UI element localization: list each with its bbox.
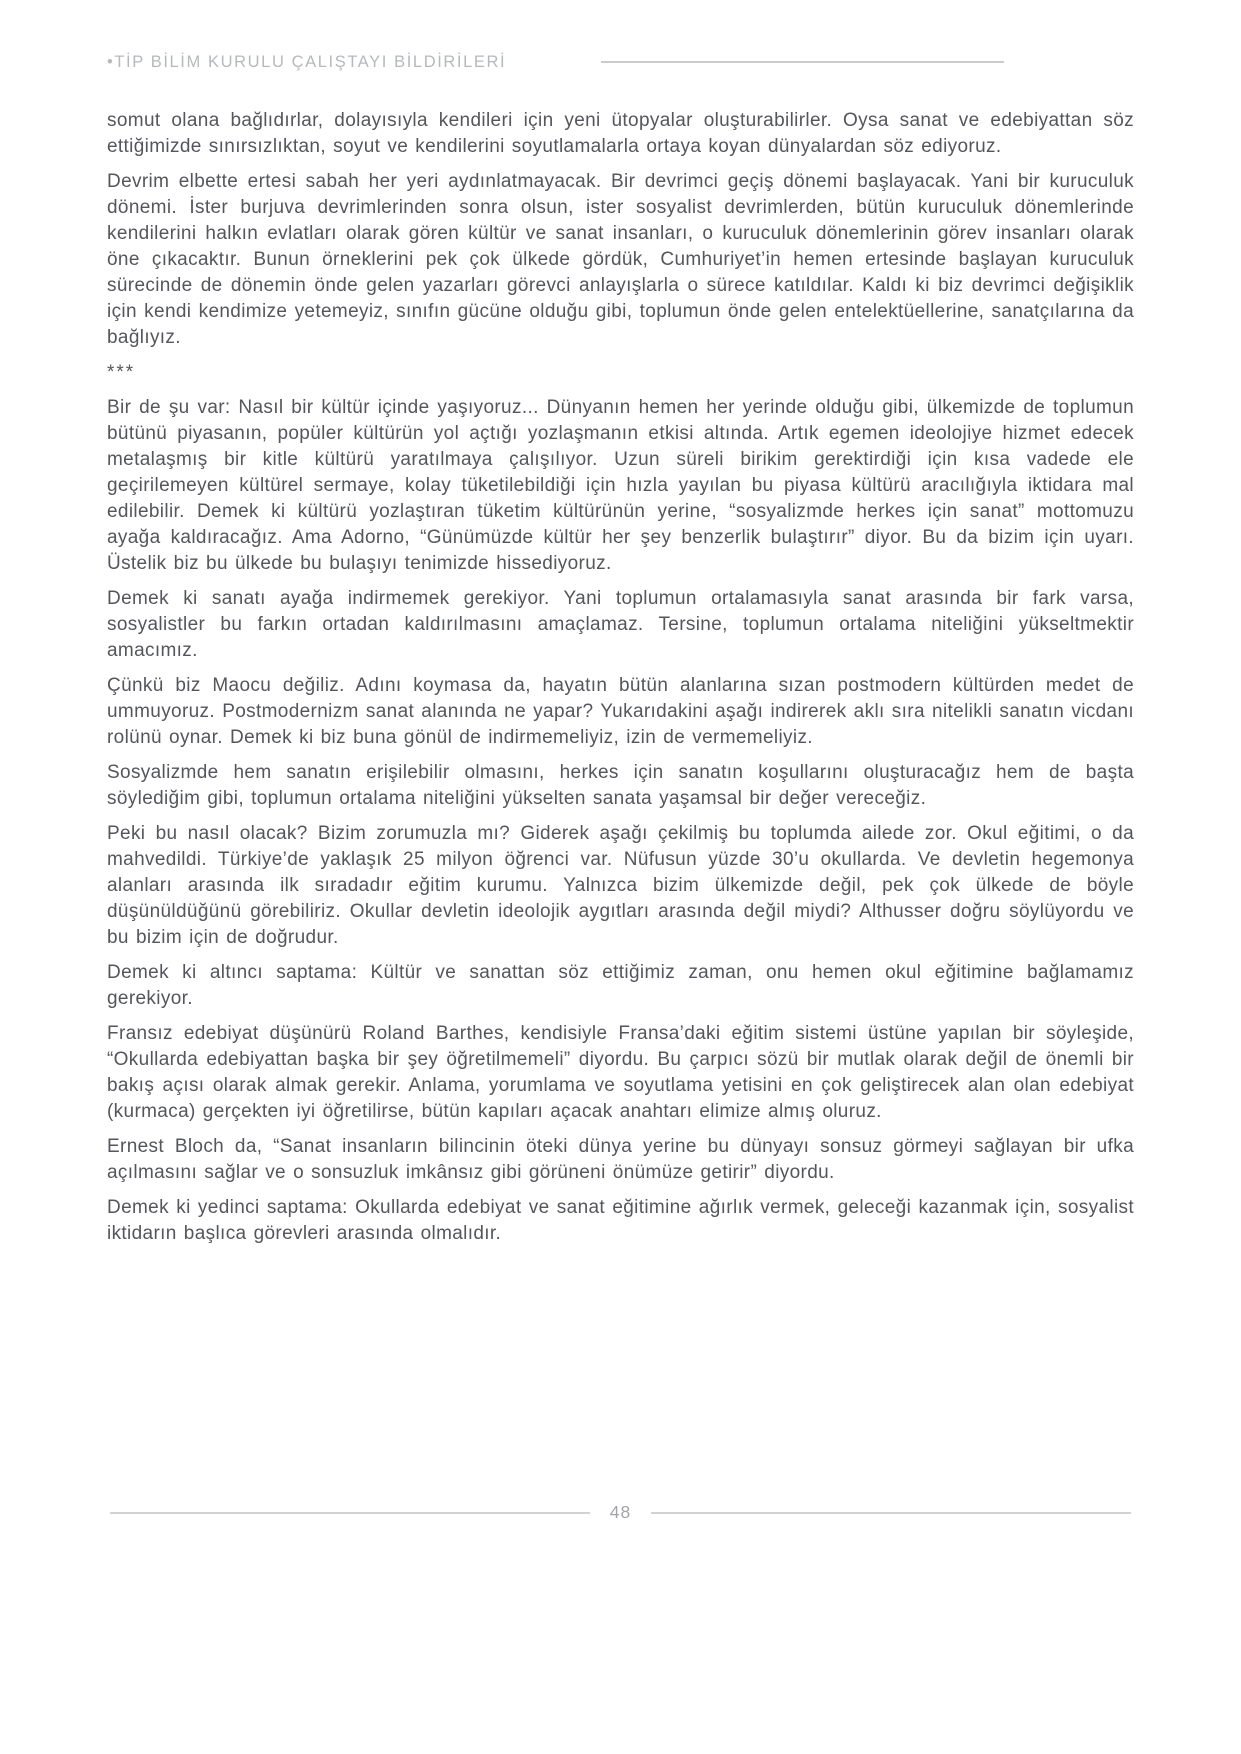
footer-rule-left	[110, 1512, 590, 1514]
section-separator: ***	[107, 362, 136, 383]
running-header-title: •TİP BİLİM KURULU ÇALIŞTAYI BİLDİRİLERİ	[107, 52, 507, 71]
paragraph: Devrim elbette ertesi sabah her yeri aydınlatmayacak. Bir devrimci geçiş dönemi başlayacak. Yani bir kuruculuk dönemi. İster burjuva devrimlerinden sonra olsun, ister sosyalist devrimlerden, bütün kuruculuk dönemlerinde kendilerini halkın evlatları olarak gören kültür ve sanat insanları, o kuruculuk dönemlerinin görev insanları olarak öne çıkacaktır. Bunun örneklerini pek çok ülkede gördük, Cumhuriyet’in hemen ertesinde başlayan kuruculuk sürecinde de dönemin önde gelen yazarları görevci anlayışlarla o sürece katıldılar. Kaldı ki biz devrimci değişiklik için kendi kendimize yetemeyiz, sınıfın gücüne olduğu gibi, toplumun önde gelen entelektüellerine, sanatçılarına da bağlıyız.	[107, 171, 1134, 348]
paragraph: Demek ki sanatı ayağa indirmemek gerekiyor. Yani toplumun ortalamasıyla sanat arasında bir fark varsa, sosyalistler bu farkın ortadan kaldırılmasını amaçlamaz. Tersine, toplumun ortalama niteliğini yükseltmektir amacımız.	[107, 588, 1134, 661]
footer-rule-right	[651, 1512, 1131, 1514]
paragraph: Demek ki altıncı saptama: Kültür ve sanattan söz ettiğimiz zaman, onu hemen okul eğitimine bağlamamız gerekiyor.	[107, 962, 1134, 1009]
page-body	[107, 108, 1134, 1247]
paragraph: Fransız edebiyat düşünürü Roland Barthes, kendisiyle Fransa’daki eğitim sistemi üstüne yapılan bir söyleşide, “Okullarda edebiyattan başka bir şey öğretilmemeli” diyordu. Bu çarpıcı sözü bir mutlak olarak değil de önemli bir bakış açısı olarak almak gerekir. Anlama, yorumlama ve soyutlama yetisini en çok geliştirecek alan olan edebiyat (kurmaca) gerçekten iyi öğretilirse, bütün kapıları açacak anahtarı elimize almış oluruz.	[107, 1023, 1134, 1122]
header-rule	[601, 61, 1004, 63]
page-footer	[110, 1502, 1131, 1523]
paragraph: Çünkü biz Maocu değiliz. Adını koymasa da, hayatın bütün alanlarına sızan postmodern kültürden medet de ummuyoruz. Postmodernizm sanat alanında ne yapar? Yukarıdakini aşağı indirerek aklı sıra nitelikli sanatın vicdanı rolünü oynar. Demek ki biz buna gönül de indirmemeliyiz, izin de vermemeliyiz.	[107, 675, 1134, 748]
page-header	[107, 50, 1134, 74]
paragraph: Peki bu nasıl olacak? Bizim zorumuzla mı? Giderek aşağı çekilmiş bu toplumda ailede zor. Okul eğitimi, o da mahvedildi. Türkiye’de yaklaşık 25 milyon öğrenci var. Nüfusun yüzde 30’u okullarda. Ve devletin hegemonya alanları arasında ilk sıradadır eğitim kurumu. Yalnızca bizim ülkemizde değil, pek çok ülkede de böyle düşünüldüğünü görebiliriz. Okullar devletin ideolojik aygıtları arasında değil miydi? Althusser doğru söylüyordu ve bu bizim için de doğrudur.	[107, 823, 1134, 948]
paragraph: Ernest Bloch da, “Sanat insanların bilincinin öteki dünya yerine bu dünyayı sonsuz görmeyi sağlayan bir ufka açılmasını sağlar ve o sonsuzluk imkânsız gibi görüneni önümüze getirir” diyordu.	[107, 1136, 1134, 1183]
page-number: 48	[609, 1502, 632, 1522]
paragraph: Demek ki yedinci saptama: Okullarda edebiyat ve sanat eğitimine ağırlık vermek, geleceği kazanmak için, sosyalist iktidarın başlıca görevleri arasında olmalıdır.	[107, 1197, 1134, 1244]
paragraph: somut olana bağlıdırlar, dolayısıyla kendileri için yeni ütopyalar oluşturabilirler. Oysa sanat ve edebiyattan söz ettiğimizde sınırsızlıktan, soyut ve kendilerini soyutlamalarla ortaya koyan dünyalardan söz ediyoruz.	[107, 110, 1134, 157]
paragraph: Sosyalizmde hem sanatın erişilebilir olmasını, herkes için sanatın koşullarını oluşturacağız hem de başta söylediğim gibi, toplumun ortalama niteliğini yükselten sanata yaşamsal bir değer vereceğiz.	[107, 762, 1134, 809]
paragraph: Bir de şu var: Nasıl bir kültür içinde yaşıyoruz... Dünyanın hemen her yerinde olduğu gibi, ülkemizde de toplumun bütünü piyasanın, popüler kültürün yol açtığı yozlaşmanın etkisi altında. Artık egemen ideolojiye hizmet edecek metalaşmış bir kitle kültürü yaratılmaya çalışılıyor. Uzun süreli birikim gerektirdiği için kısa vadede ele geçirilemeyen kültürel sermaye, kolay tüketilebildiği için hızla yayılan bu piyasa kültürü aracılığıyla iktidara mal edilebilir. Demek ki kültürü yozlaştıran tüketim kültürünün yerine, “sosyalizmde herkes için sanat” mottomuzu ayağa kaldıracağız. Ama Adorno, “Günümüzde kültür her şey benzerlik bulaştırır” diyor. Bu da bizim için uyarı. Üstelik biz bu ülkede bu bulaşıyı tenimizde hissediyoruz.	[107, 397, 1134, 574]
